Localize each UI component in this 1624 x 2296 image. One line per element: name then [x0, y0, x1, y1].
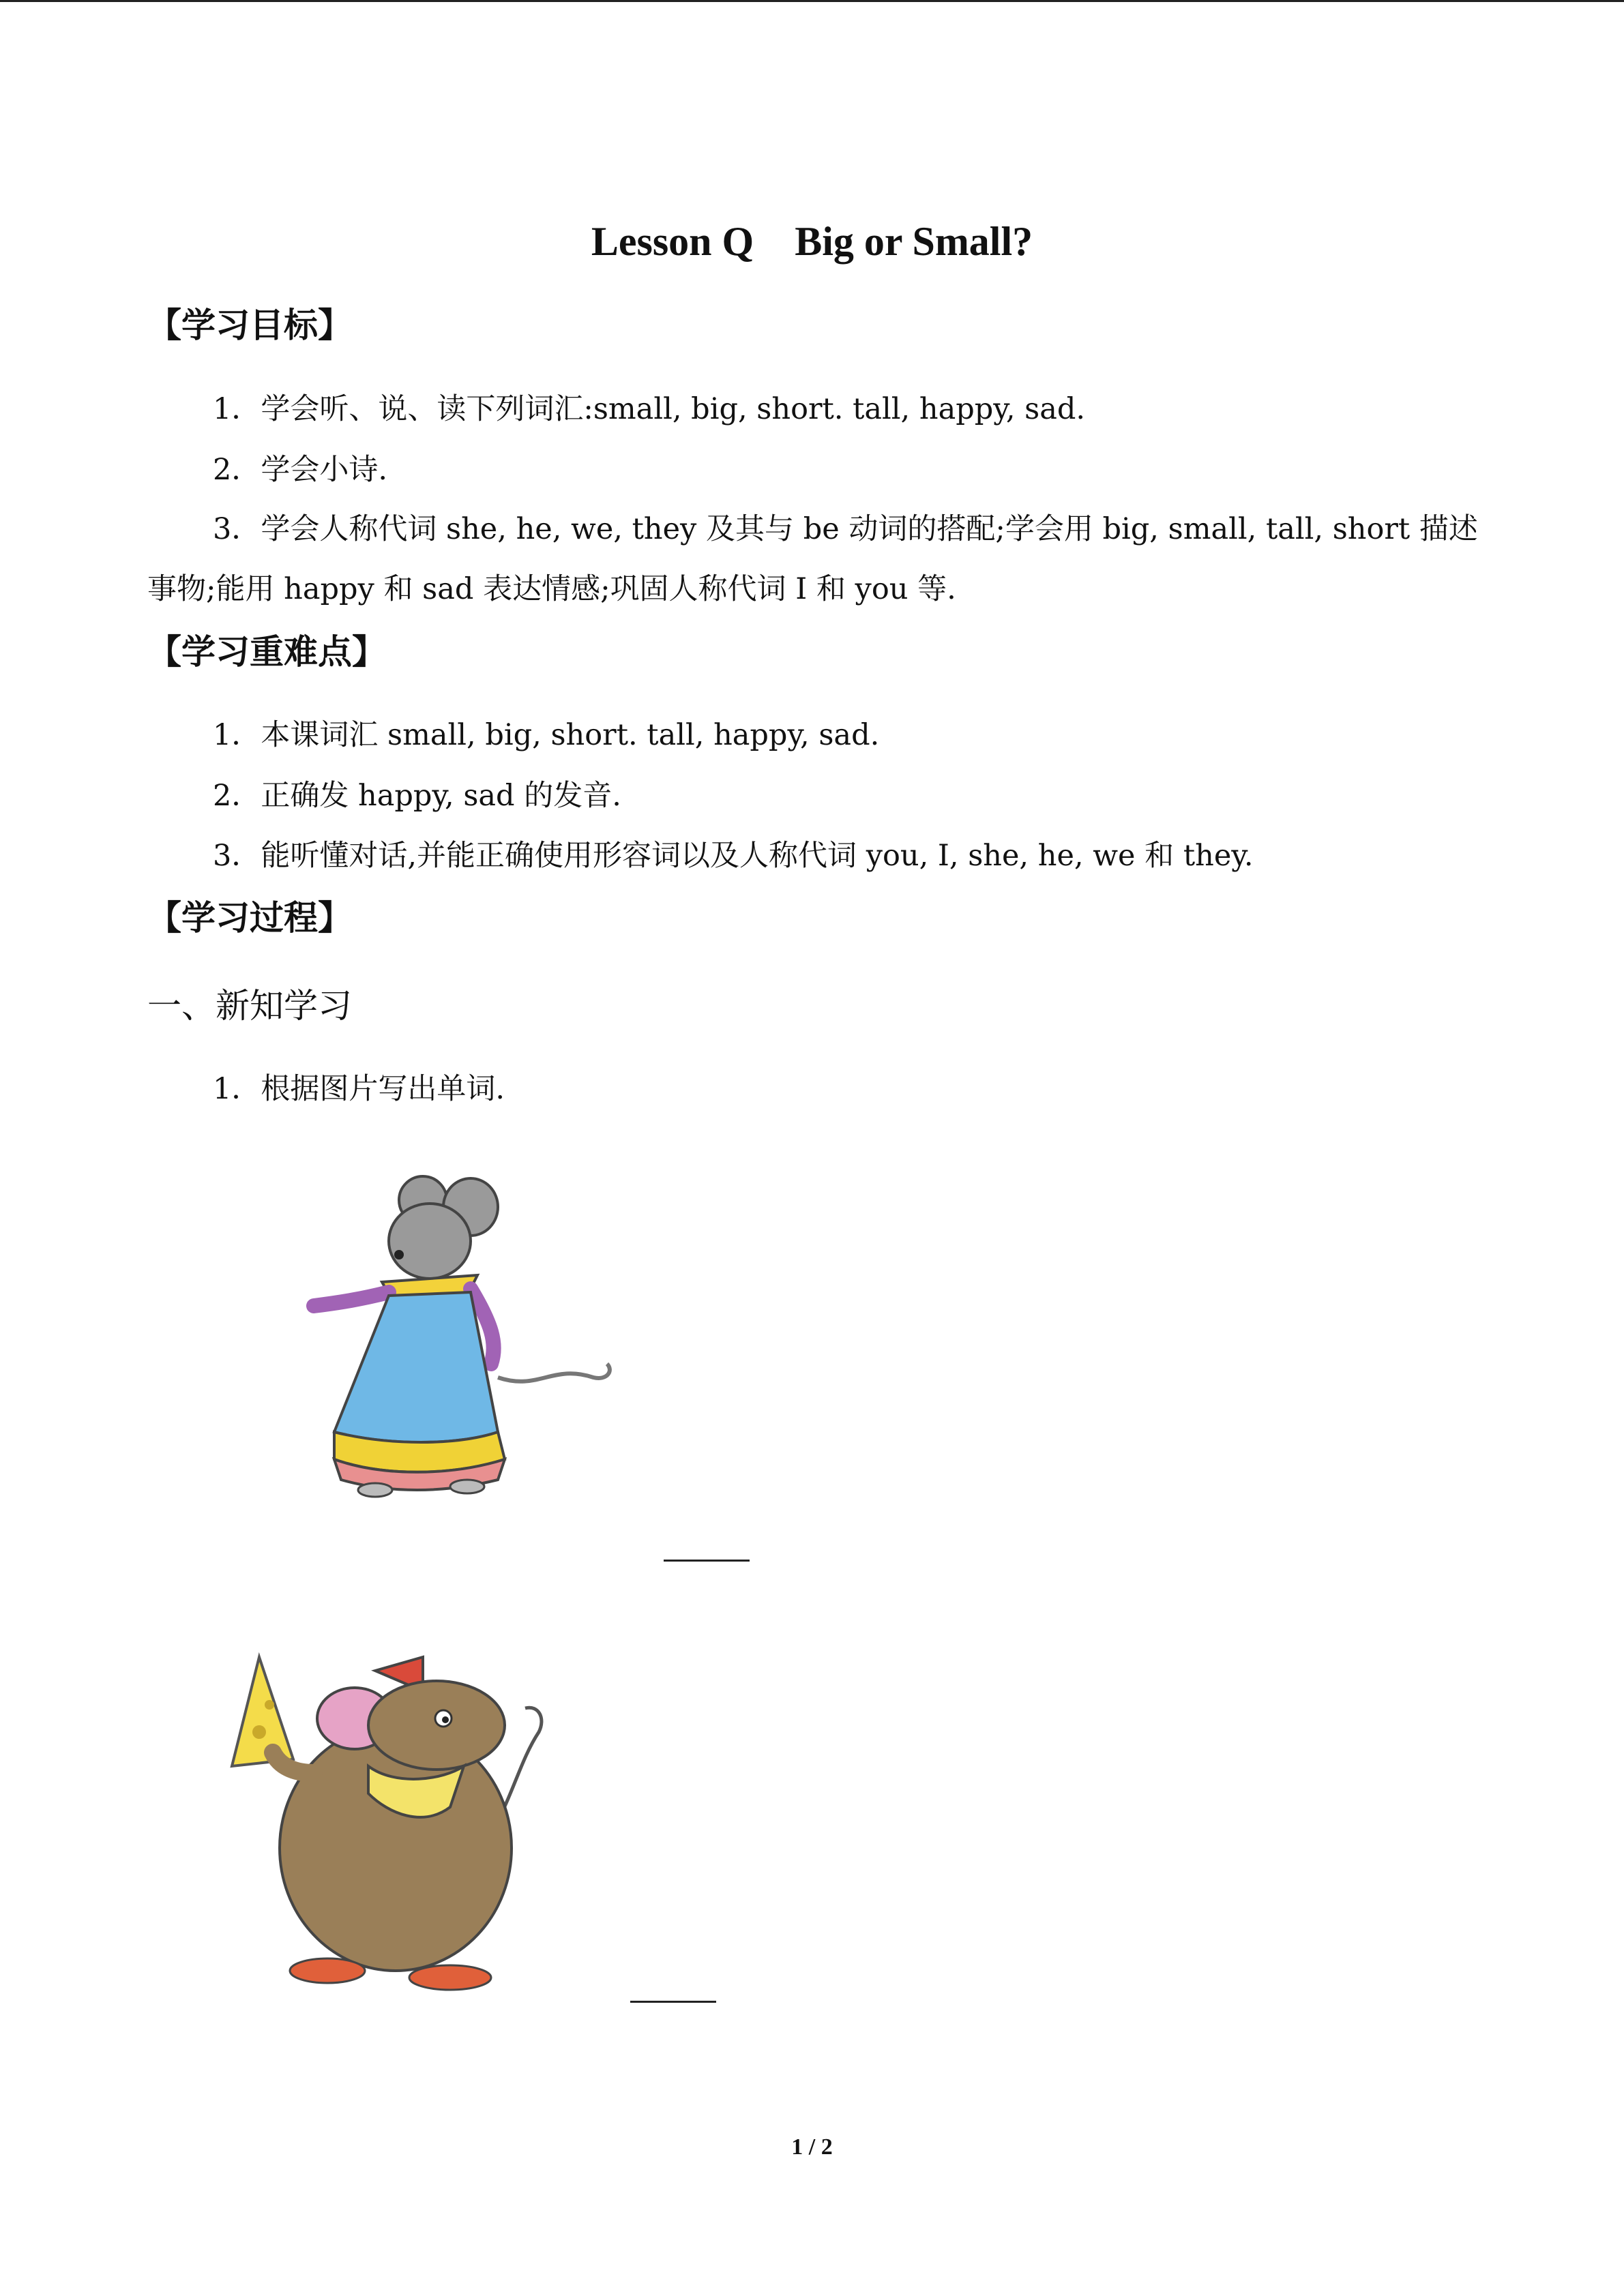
page-number: 1 / 2 [791, 2134, 833, 2160]
answer-blank-1[interactable] [664, 1560, 750, 1562]
top-border [0, 0, 1624, 2]
section-heading-key-points: 【学习重难点】 [147, 632, 386, 672]
section-heading-process: 【学习过程】 [147, 898, 352, 938]
answer-blank-2[interactable] [630, 2001, 716, 2003]
big-mouse-illustration [218, 1650, 600, 2005]
page-title: Lesson Q Big or Small? [591, 219, 1033, 264]
key-point-item-1: 1．本课词汇 small, big, short. tall, happy, sad. [213, 718, 880, 752]
small-mouse-illustration [293, 1173, 634, 1500]
key-point-item-3: 3．能听懂对话,并能正确使用形容词以及人称代词 you, I, she, he, we 和 they. [213, 839, 1254, 873]
key-point-item-2: 2．正确发 happy, sad 的发音. [213, 779, 621, 813]
goal-item-2: 2．学会小诗. [213, 453, 388, 487]
section-heading-goals: 【学习目标】 [147, 305, 352, 345]
goal-item-3-continued: 事物;能用 happy 和 sad 表达情感;巩固人称代词 I 和 you 等. [147, 572, 956, 606]
task-instruction: 1．根据图片写出单词. [213, 1072, 505, 1106]
sub-heading-new-knowledge: 一、新知学习 [147, 986, 352, 1026]
goal-item-1: 1．学会听、说、读下列词汇:small, big, short. tall, happy, sad. [213, 392, 1086, 426]
goal-item-3: 3．学会人称代词 she, he, we, they 及其与 be 动词的搭配;学会用 big, small, tall, short 描述 [213, 512, 1478, 546]
